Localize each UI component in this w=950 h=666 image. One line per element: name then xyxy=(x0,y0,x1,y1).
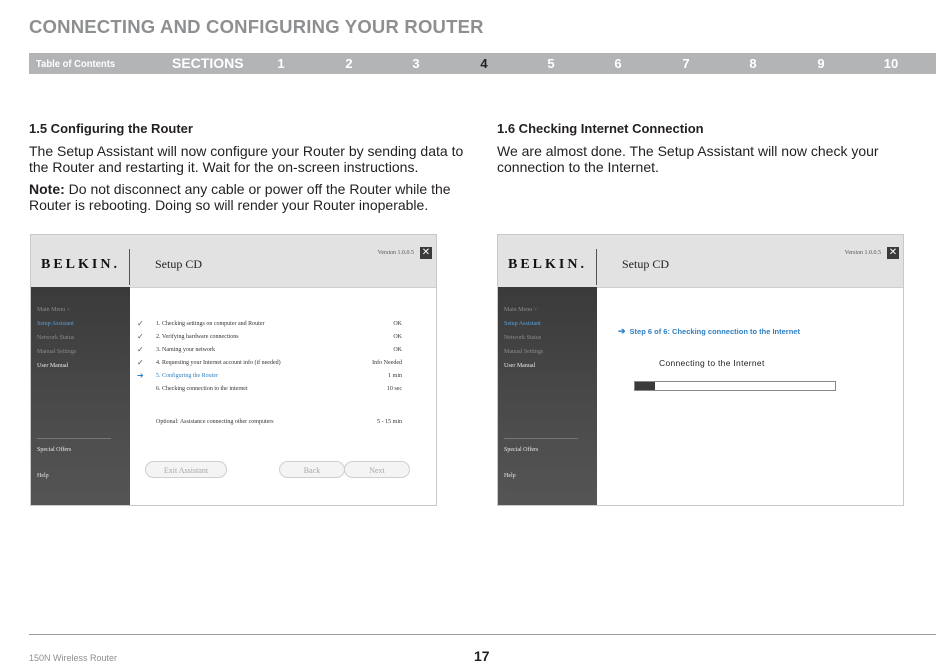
step-status: Info Needed xyxy=(372,360,402,366)
step-status: 10 sec xyxy=(386,386,402,392)
arrow-right-icon: ➔ xyxy=(137,371,144,380)
section-link-9[interactable]: 9 xyxy=(817,56,825,71)
section-1-5-note xyxy=(29,182,474,213)
sidebar-item-help[interactable]: Help xyxy=(504,473,516,479)
sections-label: SECTIONS xyxy=(172,55,244,71)
sidebar-item-special-offers[interactable]: Special Offers xyxy=(504,447,539,453)
progress-bar-fill xyxy=(635,382,655,390)
section-link-4[interactable]: 4 xyxy=(480,56,488,71)
connecting-status-text: Connecting to the Internet xyxy=(659,358,765,368)
header-divider xyxy=(596,249,597,285)
step-row xyxy=(137,319,402,333)
page-title: CONNECTING AND CONFIGURING YOUR ROUTER xyxy=(29,16,484,37)
step-row xyxy=(137,332,402,346)
header-divider xyxy=(129,249,130,285)
step-status: OK xyxy=(393,347,402,353)
window-header xyxy=(498,235,903,288)
note-text: Do not disconnect any cable or power off the Router while the Router is rebooting. Doing so will render your Router inoperable. xyxy=(29,181,451,213)
step-list xyxy=(137,319,402,398)
section-link-1[interactable]: 1 xyxy=(277,56,285,71)
next-button[interactable]: Next xyxy=(344,461,410,478)
sidebar-item-help[interactable]: Help xyxy=(37,473,49,479)
step-label: 2. Verifying hardware connections xyxy=(156,334,239,340)
section-link-8[interactable]: 8 xyxy=(749,56,757,71)
section-link-6[interactable]: 6 xyxy=(614,56,622,71)
optional-label: Optional: Assistance connecting other computers xyxy=(156,419,274,425)
step-row xyxy=(156,385,402,398)
section-link-5[interactable]: 5 xyxy=(547,56,555,71)
belkin-logo: BELKIN. xyxy=(41,257,120,272)
step-status: OK xyxy=(393,334,402,340)
section-1-6-paragraph: We are almost done. The Setup Assistant will now check your connection to the Internet. xyxy=(497,143,879,175)
checkmark-icon: ✓ xyxy=(137,345,144,354)
footer-divider xyxy=(29,634,936,635)
window-header xyxy=(31,235,436,288)
sidebar-item-network-status[interactable]: Network Status xyxy=(504,335,542,341)
section-link-7[interactable]: 7 xyxy=(682,56,690,71)
section-link-10[interactable]: 10 xyxy=(883,56,899,71)
section-heading-1-5: 1.5 Configuring the Router xyxy=(29,121,193,136)
step-label: 4. Requesting your Internet account info (if needed) xyxy=(156,360,281,366)
checkmark-icon: ✓ xyxy=(137,319,144,328)
note-label: Note: xyxy=(29,181,65,197)
sidebar-item-manual-settings[interactable]: Manual Settings xyxy=(504,349,544,355)
step-label: 1. Checking settings on computer and Router xyxy=(156,321,265,327)
sidebar-item-user-manual[interactable]: User Manual xyxy=(37,363,69,369)
setup-cd-screenshot-configuring xyxy=(30,234,437,506)
exit-assistant-button[interactable]: Exit Assistant xyxy=(145,461,227,478)
sidebar-item-user-manual[interactable]: User Manual xyxy=(504,363,536,369)
close-icon[interactable]: ✕ xyxy=(421,247,431,258)
checkmark-icon: ✓ xyxy=(137,332,144,341)
optional-status: 5 - 15 min xyxy=(377,419,402,425)
sidebar-item-main-menu[interactable]: Main Menu > xyxy=(37,307,71,313)
step-row-current xyxy=(137,371,402,385)
checkmark-icon: ✓ xyxy=(137,358,144,367)
section-heading-1-6: 1.6 Checking Internet Connection xyxy=(497,121,704,136)
window-sidebar xyxy=(498,287,597,506)
step-label: 6. Checking connection to the internet xyxy=(156,386,248,392)
step-label: 3. Naming your network xyxy=(156,347,215,353)
step-label: 5. Configuring the Router xyxy=(156,373,218,379)
sidebar-divider xyxy=(504,438,578,439)
page-number: 17 xyxy=(474,648,490,664)
version-label: Version 1.0.0.5 xyxy=(377,250,414,256)
sidebar-item-main-menu[interactable]: Main Menu > xyxy=(504,307,538,313)
step-status: OK xyxy=(393,321,402,327)
footer-product-name: 150N Wireless Router xyxy=(29,653,118,663)
belkin-logo: BELKIN. xyxy=(508,257,587,272)
section-1-5-paragraph: The Setup Assistant will now configure your Router by sending data to the Router and restarting it. Wait for the on-screen instructions. xyxy=(29,143,464,175)
sidebar-item-network-status[interactable]: Network Status xyxy=(37,335,75,341)
section-navbar xyxy=(29,53,936,74)
step-row xyxy=(137,345,402,359)
sidebar-item-special-offers[interactable]: Special Offers xyxy=(37,447,72,453)
sidebar-item-setup-assistant[interactable]: Setup Assistant xyxy=(504,321,541,327)
current-step-line xyxy=(618,326,800,337)
connection-progress-bar xyxy=(634,381,836,391)
version-label: Version 1.0.0.5 xyxy=(844,250,881,256)
table-of-contents-link[interactable]: Table of Contents xyxy=(36,58,116,70)
setup-cd-screenshot-checking xyxy=(497,234,904,506)
current-step-text: Step 6 of 6: Checking connection to the Internet xyxy=(629,327,800,336)
window-sidebar xyxy=(31,287,130,506)
sidebar-divider xyxy=(37,438,111,439)
window-title: Setup CD xyxy=(155,257,203,271)
sidebar-item-manual-settings[interactable]: Manual Settings xyxy=(37,349,77,355)
arrow-right-icon: ➔ xyxy=(618,326,626,336)
section-link-3[interactable]: 3 xyxy=(412,56,420,71)
step-row xyxy=(137,358,402,372)
step-status: 1 min xyxy=(388,373,402,379)
close-icon[interactable]: ✕ xyxy=(888,247,898,258)
window-title: Setup CD xyxy=(622,257,670,271)
back-button[interactable]: Back xyxy=(279,461,345,478)
section-link-2[interactable]: 2 xyxy=(345,56,353,71)
optional-step xyxy=(156,419,402,425)
sidebar-item-setup-assistant[interactable]: Setup Assistant xyxy=(37,321,74,327)
